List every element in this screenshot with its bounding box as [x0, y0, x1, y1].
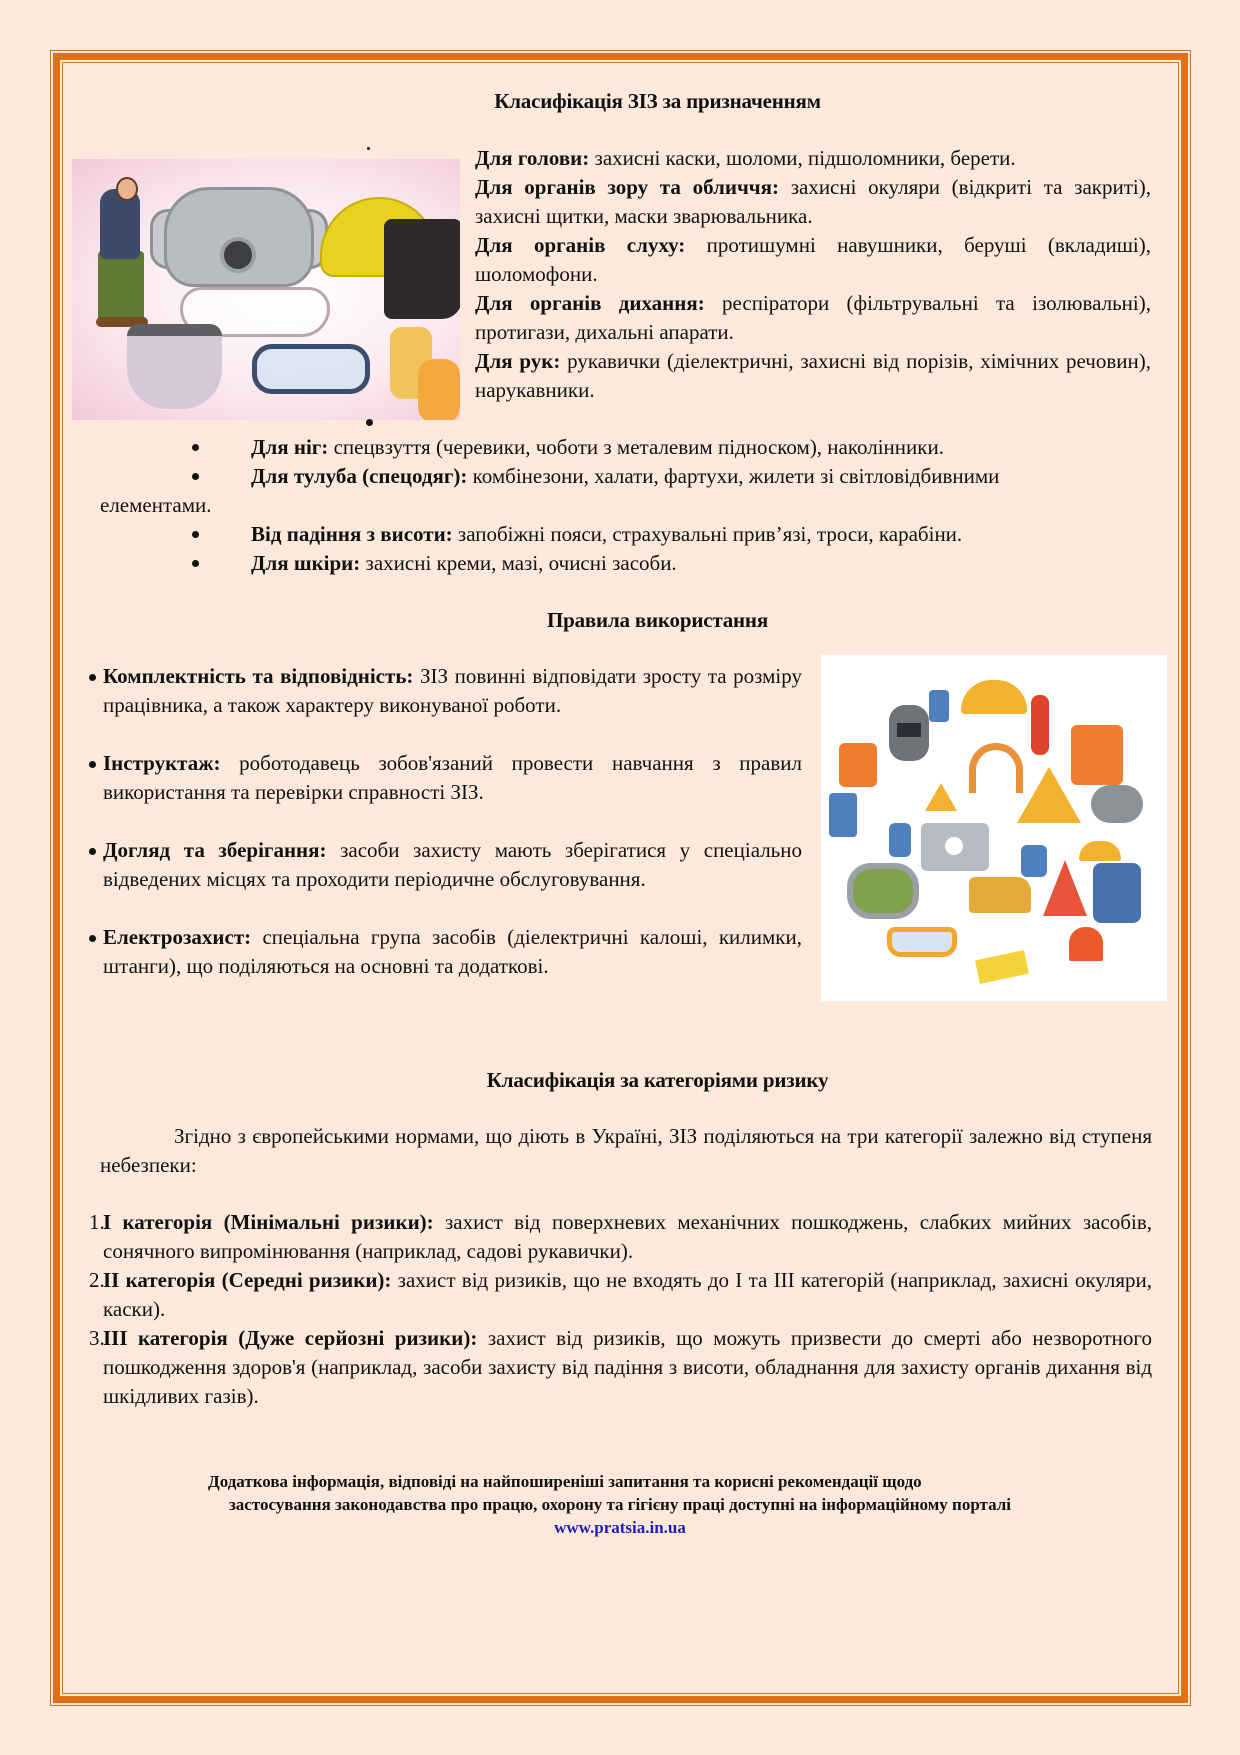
glove-icon: [1093, 863, 1141, 923]
worker-figure-icon: [98, 251, 144, 321]
ppe-collage-image: [72, 159, 460, 420]
bullet-icon: [89, 848, 96, 855]
rubber-boot-icon: [929, 690, 949, 722]
respirator-icon: [847, 863, 919, 919]
first-aid-cross-icon: [945, 837, 963, 855]
stray-bullet-dot: [366, 419, 373, 426]
bullet-icon: [89, 674, 96, 681]
section-title-risk: Класифікація за категоріями ризику: [486, 1068, 829, 1092]
ear-muffs-icon: [969, 743, 1023, 793]
safety-vest-icon: [839, 743, 877, 787]
purpose-item-eyes: Для органів зору та обличчя: захисні окуляри (відкриті та закриті), захисні щитки, маски зварювальника.: [475, 175, 1151, 228]
caution-tape-icon: [975, 950, 1029, 984]
welding-mask-window-icon: [897, 723, 921, 737]
rule-item-instruction: Інструктаж: роботодавець зобов'язаний провести навчання з правил використання та перевірки справності ЗІЗ.: [88, 749, 802, 807]
safety-glasses-icon: [887, 927, 957, 957]
risk-category-list: [88, 1208, 1152, 1411]
worker-body-icon: [100, 189, 140, 259]
purpose-item-hearing: Для органів слуху: протишумні навушники, беруші (вкладиші), шоломофони.: [475, 233, 1151, 286]
purpose-item-torso: Для тулуба (спецодяг): комбінезони, халати, фартухи, жилети зі світловідбивними елементами.: [100, 464, 1000, 517]
ppe-icons-circle-image: [821, 655, 1167, 1001]
bullet-icon: [192, 444, 199, 451]
section-title-rules: Правила використання: [547, 608, 768, 632]
bullet-icon: [89, 761, 96, 768]
bullet-icon: [192, 473, 199, 480]
footer-info: [120, 1470, 1120, 1539]
rule-item-electrical: Електрозахист: спеціальна група засобів (діелектричні калоші, килимки, штанги), що поділяються на основні та додаткові.: [88, 923, 802, 981]
gas-mask-icon: [1091, 785, 1143, 823]
respirator-valve-icon: [220, 237, 256, 273]
rules-list: [88, 662, 802, 1010]
hard-hat-icon: [1079, 841, 1121, 861]
earplug-icon: [418, 359, 460, 420]
purpose-item-head: Для голови: захисні каски, шоломи, підшоломники, берети.: [475, 146, 1016, 170]
purpose-item-legs: Для ніг: спецвзуття (черевики, чоботи з металевим підноском), наколінники.: [100, 433, 1152, 462]
purpose-side-list: [475, 144, 1151, 405]
bullet-icon: [192, 560, 199, 567]
rubber-boot-icon: [829, 793, 857, 837]
risk-intro-paragraph: Згідно з європейськими нормами, що діють в Україні, ЗІЗ поділяються на три категорії залежно від ступеня небезпеки:: [100, 1124, 1152, 1177]
glove-icon: [889, 823, 911, 857]
purpose-item-breathing: Для органів дихання: респіратори (фільтрувальні та ізолювальні), протигази, дихальні апарати.: [475, 291, 1151, 344]
hard-hat-icon: [961, 680, 1027, 714]
goggles-icon: [252, 344, 370, 394]
portal-link[interactable]: www.pratsia.in.ua: [554, 1518, 686, 1537]
worker-head-icon: [116, 177, 138, 201]
purpose-item-skin: Для шкіри: захисні креми, мазі, очисні засоби.: [100, 549, 1152, 578]
footer-line-2: застосування законодавства про працю, охорону та гігієну праці доступні на інформаційному порталі: [228, 1495, 1012, 1514]
purpose-item-fall: Від падіння з висоти: запобіжні пояси, страхувальні прив’язі, троси, карабіни.: [100, 520, 1152, 549]
bullet-icon: [192, 531, 199, 538]
work-boots-icon: [969, 877, 1031, 913]
face-shield-icon: [127, 324, 222, 409]
safety-boot-icon: [384, 219, 460, 319]
purpose-bullet-list: [100, 433, 1152, 578]
siren-light-icon: [1069, 927, 1103, 961]
rule-item-completeness: Комплектність та відповідність: ЗІЗ повинні відповідати зросту та розміру працівника, а також характеру виконуваної роботи.: [88, 662, 802, 720]
risk-category-2: 2. ІІ категорія (Середні ризики): захист від ризиків, що не входять до І та ІІІ категорій (наприклад, захисні окуляри, каски).: [89, 1268, 1152, 1321]
risk-category-3: 3. ІІІ категорія (Дуже серйозні ризики): захист від ризиків, що можуть призвести до смерті або незворотного пошкодження здоров'я (наприклад, засоби захисту від падіння з висоти, обладнання для захисту органів дихання від шкідливих газів).: [89, 1326, 1152, 1408]
footer-line-1: Додаткова інформація, відповіді на найпоширеніші запитання та корисні рекомендації щодо: [208, 1472, 922, 1491]
traffic-cone-icon: [1043, 860, 1087, 916]
stray-mark: [367, 147, 370, 150]
risk-category-1: 1. І категорія (Мінімальні ризики): захист від поверхневих механічних пошкоджень, слабких мийних засобів, сонячного випромінювання (наприклад, садові рукавички).: [89, 1210, 1152, 1263]
purpose-item-hands: Для рук: рукавички (діелектричні, захисні від порізів, хімічних речовин), нарукавники.: [475, 349, 1151, 402]
bullet-icon: [89, 935, 96, 942]
fire-extinguisher-icon: [1031, 695, 1049, 755]
warning-triangle-icon: [925, 783, 957, 811]
section-title-purpose: Класифікація ЗІЗ за призначенням: [494, 89, 821, 113]
warning-triangle-icon: [1017, 767, 1081, 823]
rule-item-care-storage: Догляд та зберігання: засоби захисту мають зберігатися у спеціально відведених місцях та проходити періодичне обслуговування.: [88, 836, 802, 894]
